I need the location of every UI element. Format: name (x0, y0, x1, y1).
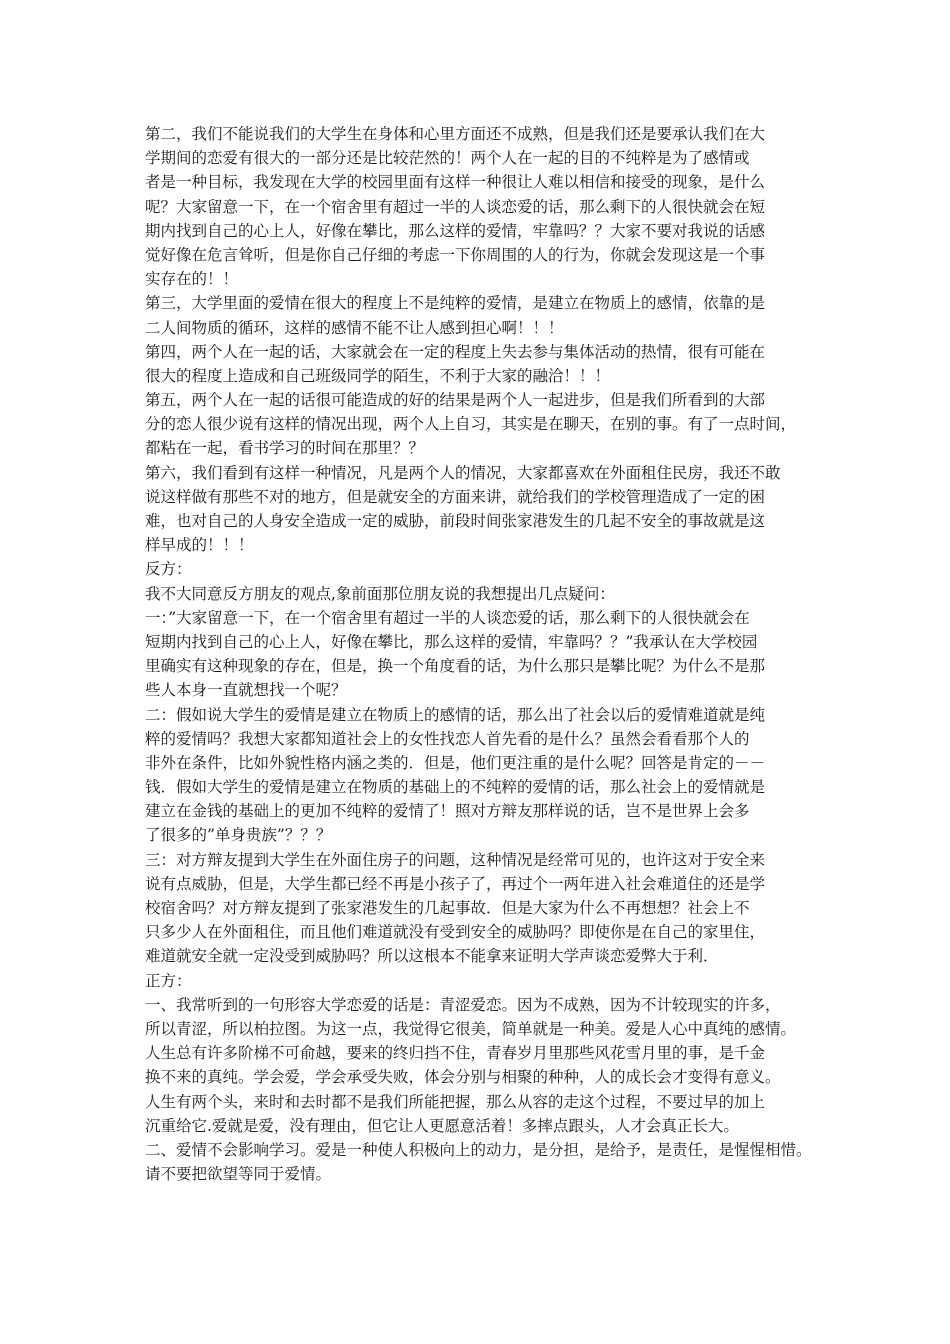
text-line: 第六，我们看到有这样一种情况，凡是两个人的情况，大家都喜欢在外面租住民房，我还不敢 (145, 463, 781, 482)
text-line: 实存在的！！ (145, 270, 239, 289)
text-line: 人生总有许多阶梯不可俞越，要来的终归挡不住，青春岁月里那些风花雪月里的事，是千金 (145, 1044, 766, 1063)
text-line: 第三，大学里面的爱情在很大的程度上不是纯粹的爱情，是建立在物质上的感情，依靠的是 (145, 294, 766, 313)
text-line: 都粘在一起，看书学习的时间在那里？？ (145, 439, 425, 458)
text-line: 学期间的恋爱有很大的一部分还是比较茫然的！两个人在一起的目的不纯粹是为了感情或 (145, 149, 750, 168)
text-line: 二人间物质的循环，这样的感情不能不让人感到担心啊！！！ (145, 318, 564, 337)
section-heading-affirmative: 正方： (145, 971, 192, 990)
text-line: 者是一种目标，我发现在大学的校园里面有这样一种很让人难以相信和接受的现象，是什么 (145, 173, 766, 192)
text-line: 第五，两个人在一起的话很可能造成的好的结果是两个人一起进步，但是我们所看到的大部 (145, 391, 766, 410)
text-line: 难道就安全就一定没受到威胁吗？所以这根本不能拿来证明大学声谈恋爱弊大于利． (145, 947, 719, 966)
text-line: 建立在金钱的基础上的更加不纯粹的爱情了！照对方辩友那样说的话，岂不是世界上会多 (145, 802, 750, 821)
text-line: 三：对方辩友提到大学生在外面住房子的问题，这种情况是经常可见的，也许这对于安全来 (145, 850, 766, 869)
text-line: 一：”大家留意一下，在一个宿舍里有超过一半的人谈恋爱的话，那么剩下的人很快就会在 (145, 608, 750, 627)
text-line: 很大的程度上造成和自己班级同学的陌生，不利于大家的融洽！！！ (145, 366, 611, 385)
text-line: 说这样做有那些不对的地方，但是就安全的方面来讲，就给我们的学校管理造成了一定的困 (145, 487, 766, 506)
text-line: 了很多的”单身贵族”？？？ (145, 826, 332, 845)
text-line: 说有点威胁，但是，大学生都已经不再是小孩子了，再过个一两年进入社会难道住的还是学 (145, 874, 766, 893)
text-line: 些人本身一直就想找一个呢？ (145, 681, 347, 700)
text-line: 沉重给它.爱就是爱，没有理由，但它让人更愿意活着！多摔点跟头，人才会真正长大。 (145, 1116, 739, 1135)
text-line: 非外在条件，比如外貌性格内涵之类的．但是，他们更注重的是什么呢？回答是肯定的－－ (145, 753, 766, 772)
text-line: 难，也对自己的人身安全造成一定的威胁，前段时间张家港发生的几起不安全的事故就是这 (145, 512, 766, 530)
text-line: 我不大同意反方朋友的观点,象前面那位朋友说的我想提出几点疑问： (145, 584, 615, 603)
text-line: 样早成的！！！ (145, 536, 254, 555)
text-line: 所以青涩，所以柏拉图。为这一点，我觉得它很美，简单就是一种美。爱是人心中真纯的感情。 (145, 1019, 797, 1038)
text-line: 期内找到自己的心上人，好像在攀比，那么这样的爱情，牢靠吗？？大家不要对我说的话感 (145, 221, 766, 240)
text-line: 呢？大家留意一下，在一个宿舍里有超过一半的人谈恋爱的话，那么剩下的人很快就会在短 (145, 197, 766, 216)
text-line: 里确实有这种现象的存在，但是，换一个角度看的话，为什么那只是攀比呢？为什么不是那 (145, 657, 766, 676)
document-body (145, 122, 825, 1186)
text-line: 校宿舍吗？对方辩友提到了张家港发生的几起事故．但是大家为什么不再想想？社会上不 (145, 899, 750, 917)
text-line: 二：假如说大学生的爱情是建立在物质上的感情的话，那么出了社会以后的爱情难道就是纯 (145, 705, 766, 724)
text-line: 第二，我们不能说我们的大学生在身体和心里方面还不成熟，但是我们还是要承认我们在大 (145, 125, 766, 143)
text-line: 人生有两个头，来时和去时都不是我们所能把握，那么从容的走这个过程，不要过早的加上 (145, 1092, 766, 1111)
text-line: 只多少人在外面租住，而且他们难道就没有受到安全的威胁吗？即使你是在自己的家里住， (145, 923, 766, 942)
text-line: 请不要把欲望等同于爱情。 (145, 1165, 332, 1184)
text-line: 第四，两个人在一起的话，大家就会在一定的程度上失去参与集体活动的热情，很有可能在 (145, 342, 766, 361)
text-line: 粹的爱情吗？我想大家都知道社会上的女性找恋人首先看的是什么？虽然会看看那个人的 (145, 729, 750, 748)
text-line: 换不来的真纯。学会爱，学会承受失败，体会分别与相聚的种种，人的成长会才变得有意义。 (145, 1068, 781, 1087)
section-heading-opposition: 反方： (145, 560, 192, 579)
text-line: 分的恋人很少说有这样的情况出现，两个人上自习，其实是在聊天，在别的事。有了一点时间， (145, 415, 797, 434)
text-line: 短期内找到自己的心上人，好像在攀比，那么这样的爱情，牢靠吗？？”我承认在大学校园 (145, 632, 758, 651)
text-line: 二、爱情不会影响学习。爱是一种使人积极向上的动力，是分担，是给予，是责任，是惺惺相惜。 (145, 1140, 812, 1159)
text-line: 一、我常听到的一句形容大学恋爱的话是：青涩爱恋。因为不成熟，因为不计较现实的许多， (145, 995, 781, 1014)
text-line: 钱．假如大学生的爱情是建立在物质的基础上的不纯粹的爱情的话，那么社会上的爱情就是 (145, 778, 766, 797)
text-line: 觉好像在危言耸听，但是你自己仔细的考虑一下你周围的人的行为，你就会发现这是一个事 (145, 245, 766, 264)
